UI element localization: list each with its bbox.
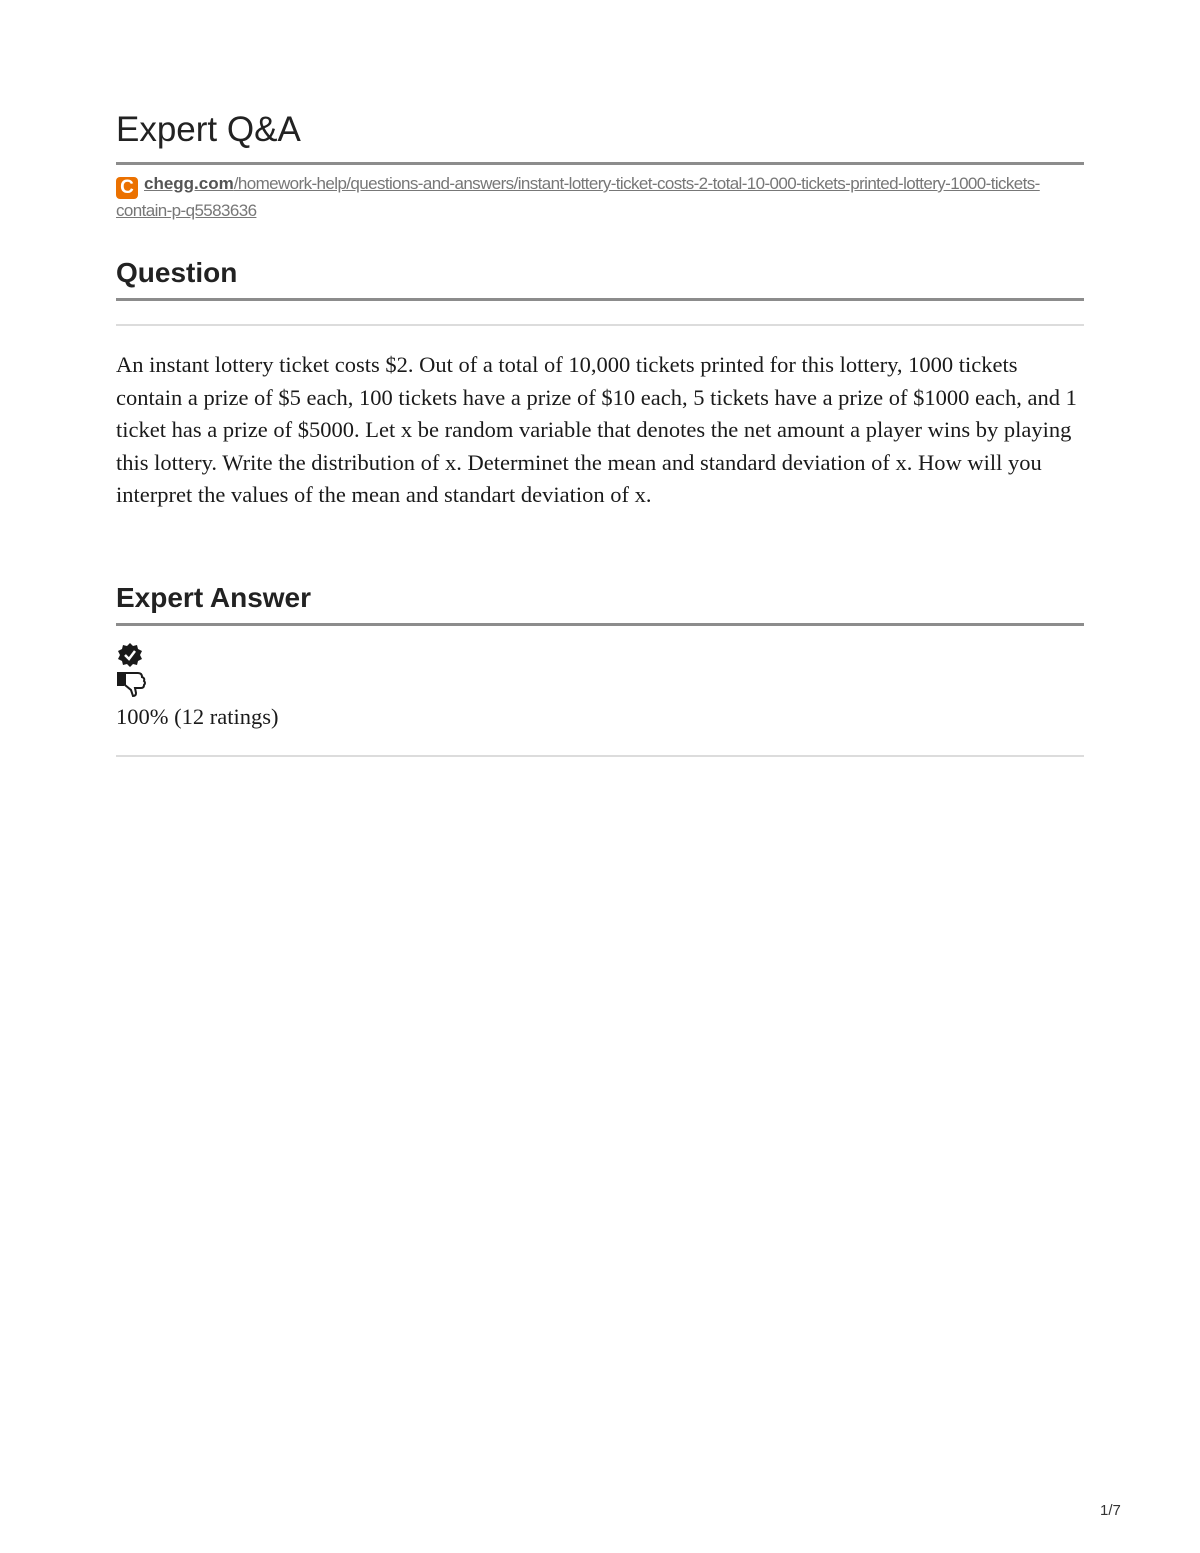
title-divider — [116, 162, 1084, 165]
page-number: 1/7 — [1100, 1502, 1121, 1519]
answer-heading: Expert Answer — [116, 582, 312, 613]
page-title: Expert Q&A — [116, 110, 301, 149]
verified-badge-icon — [116, 642, 144, 668]
question-heading-divider — [116, 298, 1084, 301]
thumbs-down-icon[interactable] — [116, 670, 148, 698]
source-domain: chegg.com — [144, 174, 234, 193]
source-link[interactable] — [116, 174, 1040, 220]
question-top-divider — [116, 324, 1084, 326]
source-path: /homework-help/questions-and-answers/instant-lottery-ticket-costs-2-total-10-000-tickets-printed-lottery-1000-tickets-contain-p-q5583636 — [116, 174, 1040, 220]
answer-bottom-divider — [116, 755, 1084, 757]
answer-heading-divider — [116, 623, 1084, 626]
question-text: An instant lottery ticket costs $2. Out of a total of 10,000 tickets printed for this lottery, 1000 tickets contain a prize of $5 each, 100 tickets have a prize of $10 each, 5 tickets have a prize of $1000 each, and 1 ticket has a prize of $5000. Let x be random variable that denotes the net amount a player wins by playing this lottery. Write the distribution of x. Determinet the mean and standard deviation of x. How will you interpret the values of the mean and standart deviation of x. — [116, 352, 1077, 508]
chegg-logo-icon: C — [116, 177, 138, 199]
rating-text: 100% (12 ratings) — [116, 704, 279, 729]
question-heading: Question — [116, 257, 238, 288]
source-link-block — [116, 172, 1084, 223]
